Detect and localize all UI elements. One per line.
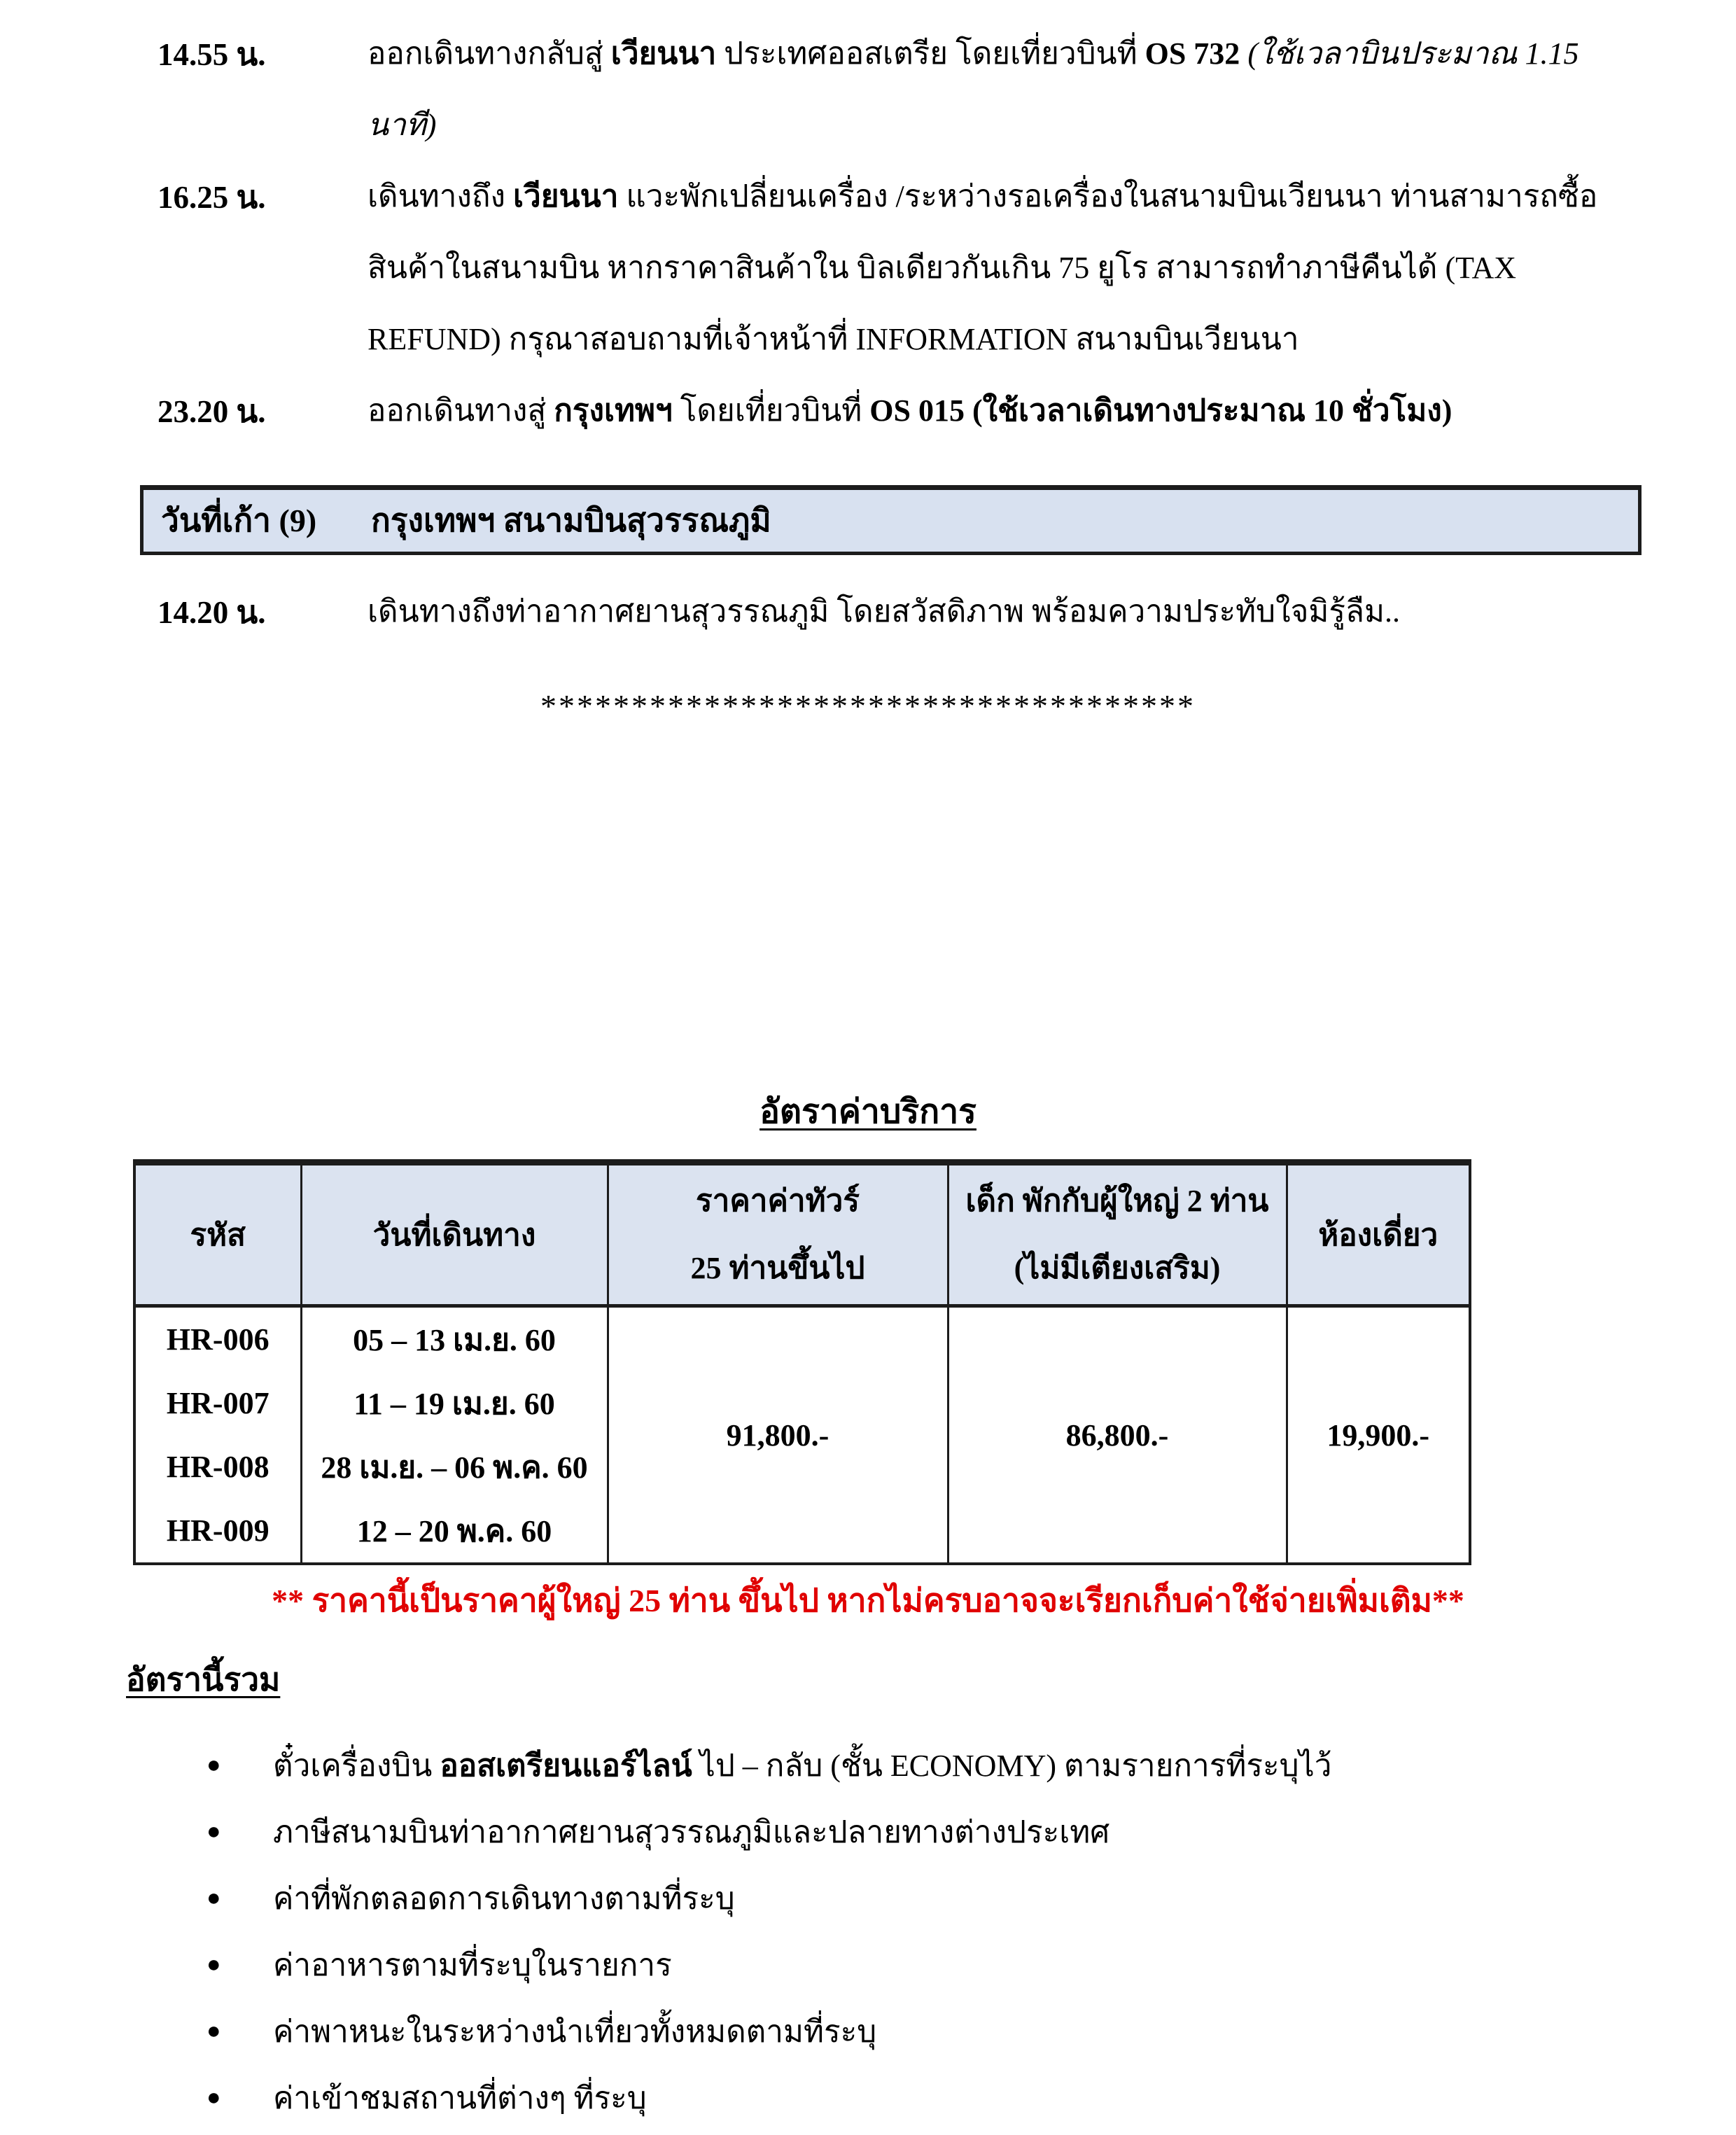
- text-segment: ประเทศออสเตรีย โดยเที่ยวบินที่: [716, 36, 1145, 71]
- header-adult-line1: ราคาค่าทัวร์: [696, 1184, 860, 1219]
- tour-code: HR-007: [166, 1386, 270, 1421]
- bullet-icon: ●: [206, 2017, 221, 2044]
- list-item-text: [273, 1741, 1331, 1790]
- pricing-table-header: [134, 1163, 1470, 1306]
- header-cell-date: วันที่เดินทาง: [301, 1163, 608, 1306]
- timeline-entry: [158, 375, 1617, 448]
- travel-date: 05 – 13 เม.ย. 60: [353, 1322, 556, 1357]
- timeline-entry-arrival: [158, 576, 1617, 649]
- bullet-icon: ●: [206, 1818, 221, 1844]
- header-cell-adult-price: [608, 1163, 948, 1306]
- text-segment-bold: OS 732: [1144, 36, 1240, 71]
- day-banner-title: กรุงเทพฯ สนามบินสุวรรณภูมิ: [371, 503, 771, 539]
- minimum-group-note: ** ราคานี้เป็นราคาผู้ใหญ่ 25 ท่าน ขึ้นไป หากไม่ครบอาจจะเรียกเก็บค่าใช้จ่ายเพิ่มเติม**: [272, 1583, 1464, 1619]
- header-cell-single-room: ห้องเดี่ยว: [1287, 1163, 1470, 1306]
- timeline-time: 16.25 น.: [158, 180, 266, 216]
- text-segment-bold: กรุงเทพฯ: [554, 393, 673, 428]
- list-item: [0, 1798, 1736, 1865]
- timeline-time: 14.55 น.: [158, 37, 266, 72]
- tour-codes-cell: [134, 1306, 301, 1564]
- text-segment: ไป – กลับ (ชั้น ECONOMY) ตามรายการที่ระบุไว้: [692, 1748, 1332, 1783]
- header-child-line1: เด็ก พักกับผู้ใหญ่ 2 ท่าน: [965, 1184, 1269, 1219]
- text-segment: ออกเดินทางกลับสู่: [368, 36, 611, 71]
- travel-dates-cell: [301, 1306, 608, 1564]
- body-row: [134, 1306, 1470, 1564]
- pricing-table: [133, 1159, 1471, 1565]
- text-segment: แวะพักเปลี่ยนเครื่อง /ระหว่างรอเครื่องในสนามบินเวียนนา ท่านสามารถซื้อสินค้าในสนามบิน หากราคาสินค้าใน บิลเดียวกันเกิน 75 ยูโร สามารถทำภาษีคืนได้ (TAX REFUND) กรุณาสอบถามที่เจ้าหน้าที่ INFORMATION สนามบินเวียนนา: [368, 179, 1598, 357]
- header-cell-child-price: [948, 1163, 1287, 1306]
- timeline-entry: [158, 18, 1617, 161]
- child-price-cell: 86,800.-: [948, 1306, 1287, 1564]
- list-item: [0, 1931, 1736, 1998]
- bullet-icon: ●: [206, 1951, 221, 1977]
- text-segment-bold: (ใช้เวลาเดินทางประมาณ 10 ชั่วโมง): [964, 393, 1452, 428]
- list-item: [0, 1732, 1736, 1798]
- day-banner: [140, 485, 1642, 555]
- header-adult-line2: 25 ท่านขึ้นไป: [690, 1251, 865, 1286]
- list-item-text: ค่าพาหนะในระหว่างนำเที่ยวทั้งหมดตามที่ระบุ: [273, 2014, 877, 2049]
- text-segment-bold: เวียนนา: [513, 179, 619, 214]
- list-item: [0, 1998, 1736, 2064]
- itinerary-timeline: [0, 0, 1736, 449]
- timeline-text: เดินทางถึงท่าอากาศยานสุวรรณภูมิ โดยสวัสดิภาพ พร้อมความประทับใจมิรู้ลืม..: [368, 594, 1400, 629]
- text-segment: ออกเดินทางสู่: [368, 393, 554, 428]
- header-child-line2: (ไม่มีเตียงเสริม): [1014, 1251, 1221, 1286]
- asterisk-separator: ************************************: [540, 688, 1196, 724]
- text-segment-italic: (ใช้เวลาบินประมาณ 1.15 นาที): [368, 36, 1579, 143]
- tour-code: HR-008: [166, 1450, 270, 1485]
- travel-dates-stack: [302, 1308, 607, 1562]
- tour-code: HR-009: [166, 1513, 270, 1548]
- header-row: [134, 1163, 1470, 1306]
- day-banner-label: วันที่เก้า (9): [161, 503, 317, 539]
- single-room-price-cell: 19,900.-: [1287, 1306, 1470, 1564]
- includes-list: [0, 1732, 1736, 2131]
- tour-codes-stack: [136, 1308, 300, 1562]
- text-segment: ตั๋วเครื่องบิน: [273, 1748, 440, 1783]
- pricing-table-body: [134, 1306, 1470, 1564]
- timeline-time: 14.20 น.: [158, 594, 266, 630]
- list-item-text: ค่าที่พักตลอดการเดินทางตามที่ระบุ: [273, 1881, 735, 1916]
- timeline-text: [368, 18, 1617, 161]
- list-item-text: ค่าอาหารตามที่ระบุในรายการ: [273, 1947, 672, 1982]
- includes-heading-text: อัตรานี้รวม: [126, 1662, 281, 1698]
- includes-heading: [126, 1654, 1736, 1705]
- list-item-text: ค่าเข้าชมสถานที่ต่างๆ ที่ระบุ: [273, 2080, 647, 2115]
- timeline-time: 23.20 น.: [158, 394, 266, 430]
- pricing-heading: [0, 1085, 1736, 1138]
- bullet-icon: ●: [206, 1884, 221, 1911]
- bullet-icon: ●: [206, 1751, 221, 1778]
- bullet-icon: ●: [206, 2084, 221, 2110]
- timeline-entry: [158, 161, 1617, 375]
- list-item: [0, 2064, 1736, 2131]
- timeline-text: [368, 375, 1617, 448]
- text-segment: เดินทางถึง: [368, 179, 514, 214]
- list-item-text: ภาษีสนามบินท่าอากาศยานสุวรรณภูมิและปลายทางต่างประเทศ: [273, 1814, 1110, 1849]
- pricing-heading-text: อัตราค่าบริการ: [760, 1093, 976, 1131]
- travel-date: 11 – 19 เม.ย. 60: [354, 1386, 555, 1421]
- text-segment: โดยเที่ยวบินที่: [672, 393, 870, 428]
- timeline-text: [368, 161, 1617, 375]
- adult-price-cell: 91,800.-: [608, 1306, 948, 1564]
- header-cell-code: รหัส: [134, 1163, 301, 1306]
- tour-code: HR-006: [166, 1322, 270, 1357]
- travel-date: 12 – 20 พ.ค. 60: [356, 1513, 552, 1548]
- text-segment-bold: เวียนนา: [610, 36, 717, 71]
- text-segment-bold: ออสเตรียนแอร์ไลน์: [440, 1748, 692, 1783]
- travel-date: 28 เม.ย. – 06 พ.ค. 60: [321, 1450, 588, 1485]
- list-item: [0, 1865, 1736, 1931]
- text-segment-bold: OS 015: [869, 393, 965, 428]
